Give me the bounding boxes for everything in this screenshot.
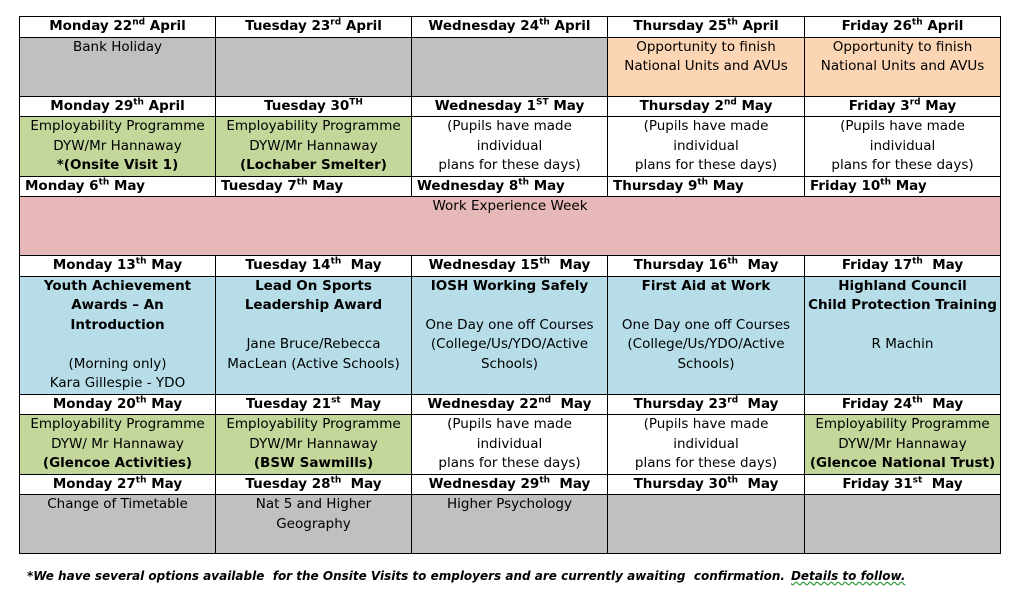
cell-line: Change of Timetable xyxy=(47,496,188,512)
day-cell xyxy=(216,117,412,177)
cell-line: *(Onsite Visit 1) xyxy=(56,157,179,173)
cell-line: Geography xyxy=(276,515,351,532)
cell-line: (Lochaber Smelter) xyxy=(240,157,387,173)
cell-line: Employability Programme xyxy=(30,416,205,432)
day-cell xyxy=(412,276,608,394)
day-header: Monday 6th May xyxy=(20,176,216,197)
day-header: Tuesday 14th May xyxy=(216,256,412,277)
cell-line: Opportunity to finish xyxy=(832,38,973,55)
day-cell xyxy=(216,415,412,475)
day-cell xyxy=(608,37,805,96)
cell-line: Lead On Sports xyxy=(255,277,372,294)
day-cell xyxy=(805,276,1001,394)
day-header: Friday 3rd May xyxy=(805,96,1001,117)
day-header: Thursday 25th April xyxy=(608,17,805,38)
day-header: Wednesday 24th April xyxy=(412,17,608,38)
day-cell xyxy=(608,117,805,177)
day-cell xyxy=(216,37,412,96)
day-cell xyxy=(412,117,608,177)
banner-text: Work Experience Week xyxy=(432,198,588,214)
cell-line: Employability Programme xyxy=(30,118,205,134)
day-cell xyxy=(805,37,1001,96)
day-header: Wednesday 8th May xyxy=(412,176,608,197)
cell-line: plans for these days) xyxy=(634,455,778,471)
footnote-text: *We have several options available for the Onsite Visits to employers and are currently awaiting confirmation. xyxy=(27,569,785,583)
day-cell xyxy=(412,495,608,554)
cell-line: Employability Programme xyxy=(226,416,401,432)
day-header: Tuesday 30TH xyxy=(216,96,412,117)
cell-line: First Aid at Work xyxy=(641,277,771,294)
cell-line: (BSW Sawmills) xyxy=(253,455,374,471)
cell-line: plans for these days) xyxy=(438,455,581,471)
day-cell xyxy=(805,495,1001,554)
header-row xyxy=(20,474,1001,495)
cell-line: (Morning only) xyxy=(68,355,167,372)
day-cell xyxy=(412,415,608,475)
day-cell xyxy=(20,117,216,177)
content-row xyxy=(20,37,1001,96)
cell-line: National Units and AVUs xyxy=(624,58,788,74)
cell-line: Schools) xyxy=(480,355,539,372)
day-cell xyxy=(216,495,412,554)
cell-line: Kara Gillespie - YDO xyxy=(49,375,186,391)
cell-line: plans for these days) xyxy=(438,157,581,173)
day-header: Thursday 23rd May xyxy=(608,394,805,415)
cell-line: (Glencoe Activities) xyxy=(42,455,193,471)
cell-line: Nat 5 and Higher xyxy=(255,496,372,512)
cell-line: One Day one off Courses xyxy=(425,316,594,333)
day-header: Friday 24th May xyxy=(805,394,1001,415)
content-row xyxy=(20,495,1001,554)
timetable xyxy=(19,16,1001,554)
cell-line: (Pupils have made individual xyxy=(643,416,769,452)
day-header: Thursday 2nd May xyxy=(608,96,805,117)
cell-line: (College/Us/YDO/Active xyxy=(430,336,589,352)
day-header: Wednesday 29th May xyxy=(412,474,608,495)
cell-line: DYW/Mr Hannaway xyxy=(249,435,378,452)
content-row xyxy=(20,197,1001,256)
cell-line: Employability Programme xyxy=(815,416,990,432)
day-cell xyxy=(412,37,608,96)
day-cell xyxy=(20,415,216,475)
cell-line: Bank Holiday xyxy=(73,38,162,55)
day-header: Monday 20th May xyxy=(20,394,216,415)
cell-line: Higher Psychology xyxy=(447,496,572,512)
header-row xyxy=(20,176,1001,197)
day-header: Friday 26th April xyxy=(805,17,1001,38)
cell-line: DYW/Mr Hannaway xyxy=(53,137,182,154)
cell-line: Leadership Award xyxy=(244,297,383,313)
day-header: Tuesday 23rd April xyxy=(216,17,412,38)
cell-line: Opportunity to finish xyxy=(636,38,776,55)
content-row xyxy=(20,276,1001,394)
cell-line: plans for these days) xyxy=(634,157,778,173)
day-header: Thursday 16th May xyxy=(608,256,805,277)
cell-line: (College/Us/YDO/Active xyxy=(627,336,785,352)
cell-line: (Pupils have made individual xyxy=(840,118,965,154)
cell-line: Employability Programme xyxy=(226,118,401,134)
cell-line: DYW/ Mr Hannaway xyxy=(51,435,184,452)
day-header: Wednesday 1ST May xyxy=(412,96,608,117)
cell-line: MacLean (Active Schools) xyxy=(227,355,400,372)
cell-line: IOSH Working Safely xyxy=(430,277,589,294)
cell-line: DYW/Mr Hannaway xyxy=(838,435,967,452)
content-row xyxy=(20,415,1001,475)
cell-line: R Machin xyxy=(871,336,934,352)
cell-line: plans for these days) xyxy=(831,157,974,173)
cell-line: (Pupils have made individual xyxy=(447,118,572,154)
day-cell xyxy=(608,495,805,554)
footnote xyxy=(27,569,905,583)
cell-line: Highland Council xyxy=(838,277,967,294)
day-cell xyxy=(216,276,412,394)
cell-line: Child Protection Training xyxy=(808,297,997,313)
day-header: Monday 29th April xyxy=(20,96,216,117)
cell-line: (Pupils have made individual xyxy=(643,118,769,154)
day-header: Wednesday 22nd May xyxy=(412,394,608,415)
day-header: Tuesday 28th May xyxy=(216,474,412,495)
cell-line: Awards – An Introduction xyxy=(70,297,165,333)
day-header: Wednesday 15th May xyxy=(412,256,608,277)
day-cell xyxy=(608,276,805,394)
cell-line: One Day one off Courses xyxy=(621,316,791,333)
day-header: Thursday 9th May xyxy=(608,176,805,197)
header-row xyxy=(20,394,1001,415)
cell-line: (Pupils have made individual xyxy=(447,416,572,452)
day-header: Friday 31st May xyxy=(805,474,1001,495)
day-header: Friday 17th May xyxy=(805,256,1001,277)
header-row xyxy=(20,256,1001,277)
day-cell xyxy=(805,117,1001,177)
cell-line: Jane Bruce/Rebecca xyxy=(246,336,381,352)
day-cell xyxy=(805,415,1001,475)
cell-line: (Glencoe National Trust) xyxy=(809,455,996,471)
footnote-details: Details to follow. xyxy=(790,569,906,583)
day-cell xyxy=(608,415,805,475)
work-experience-banner xyxy=(20,197,1001,256)
day-cell xyxy=(20,495,216,554)
content-row xyxy=(20,117,1001,177)
day-header: Friday 10th May xyxy=(805,176,1001,197)
day-header: Tuesday 7th May xyxy=(216,176,412,197)
day-header: Thursday 30th May xyxy=(608,474,805,495)
header-row xyxy=(20,96,1001,117)
day-header: Tuesday 21st May xyxy=(216,394,412,415)
day-header: Monday 27th May xyxy=(20,474,216,495)
day-header: Monday 22nd April xyxy=(20,17,216,38)
day-cell xyxy=(20,37,216,96)
header-row xyxy=(20,17,1001,38)
cell-line: National Units and AVUs xyxy=(820,58,985,74)
cell-line: Schools) xyxy=(677,355,735,372)
cell-line: DYW/Mr Hannaway xyxy=(249,137,378,154)
cell-line: Youth Achievement xyxy=(43,277,192,294)
day-cell xyxy=(20,276,216,394)
day-header: Monday 13th May xyxy=(20,256,216,277)
